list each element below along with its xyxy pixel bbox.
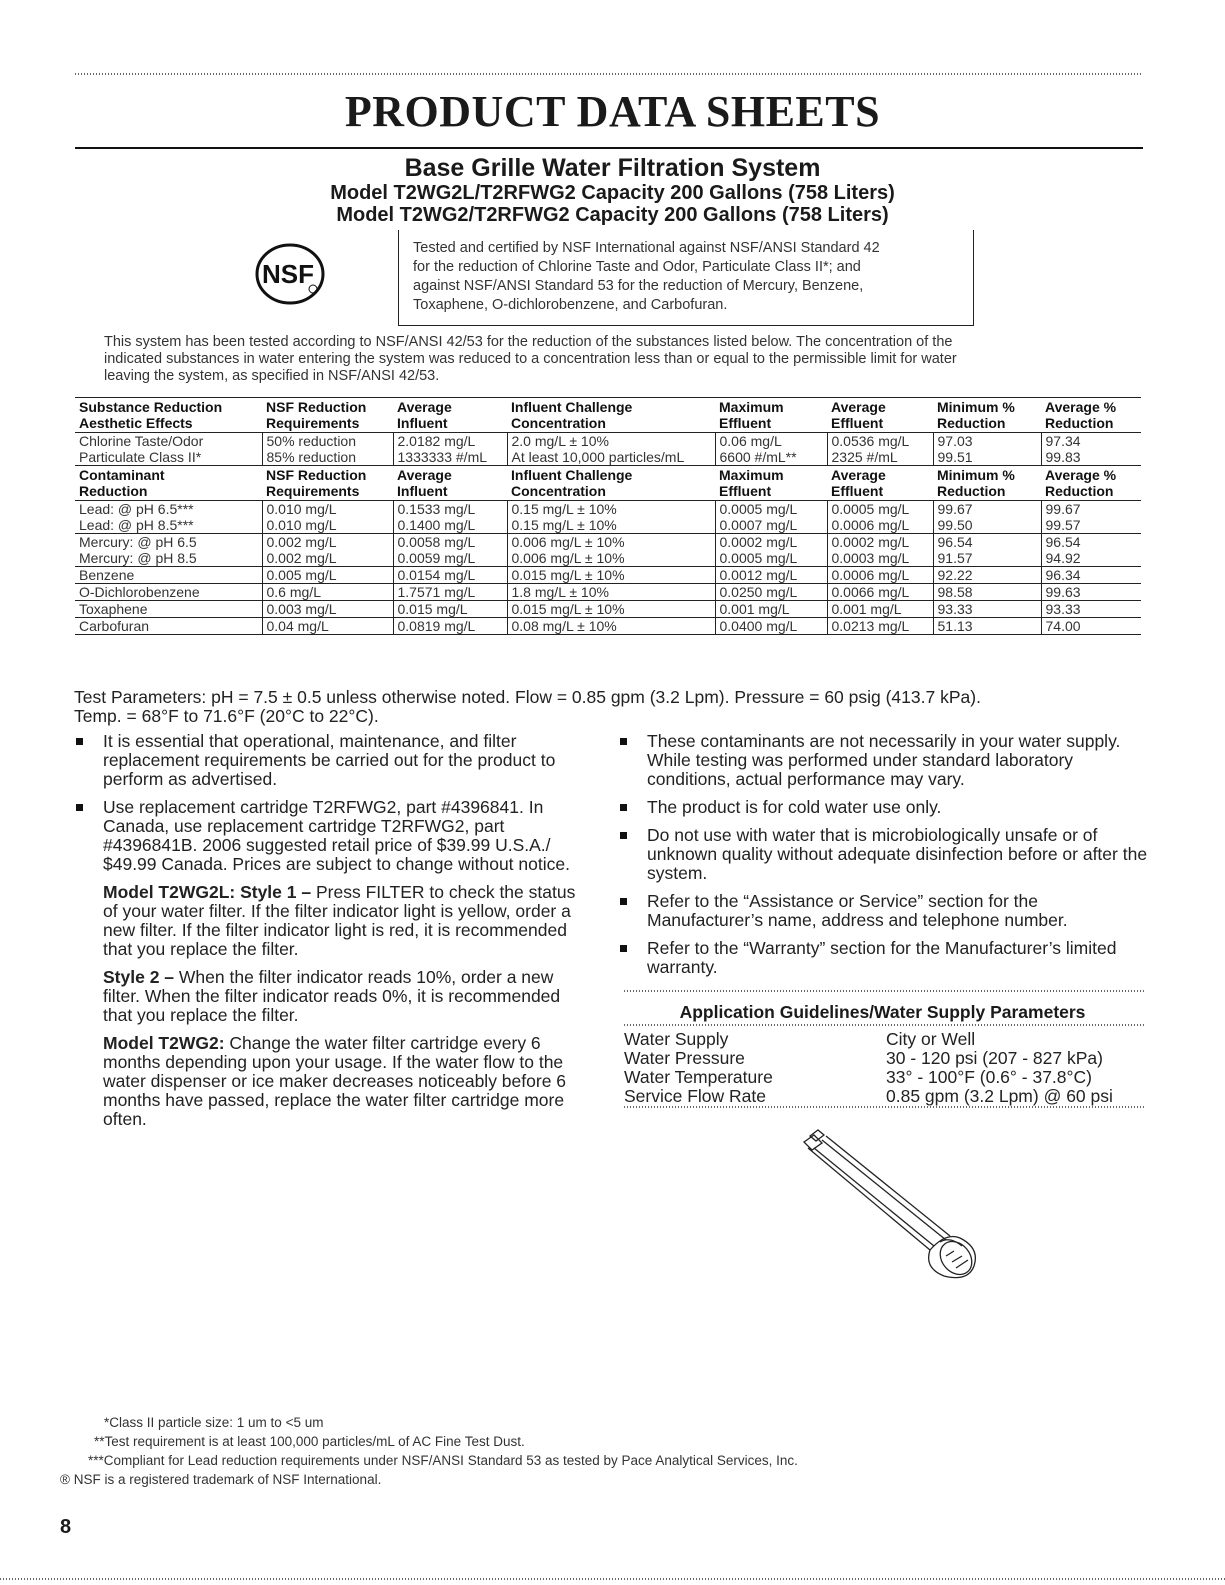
header-text: Influent [397,483,448,499]
cell-text: 0.003 mg/L [266,601,337,617]
sub-title: Base Grille Water Filtration System [404,154,821,182]
application-top-rule [624,990,1144,992]
intro-line: leaving the system, as specified in NSF/ANSI 42/53. [104,368,440,384]
cell-text: 0.015 mg/L [397,601,468,617]
application-bottom-rule [624,1106,1144,1108]
intro-paragraph [104,334,1124,385]
table-header-cell [933,398,1041,433]
cell-text: 0.0154 mg/L [397,567,476,583]
footnote: ® NSF is a registered trademark of NSF International. [60,1472,382,1487]
param-name: Water Temperature [624,1067,773,1087]
table-cell [1041,501,1141,534]
cell-text: 51.13 [937,618,973,634]
cell-text: 93.33 [937,601,973,617]
header-text: Concentration [511,415,606,431]
table-cell [933,601,1041,618]
table-row [75,433,1141,466]
cell-text: 2325 #/mL [831,449,898,465]
style-1-label: Model T2WG2L: Style 1 – [103,882,312,902]
header-text: Average [397,467,452,483]
cell-text: 0.0007 mg/L [719,517,798,533]
t2wg2-paragraph [76,1034,591,1129]
cell-text: 0.005 mg/L [266,567,337,583]
bullet-item: Use replacement cartridge T2RFWG2, part #4396841. In Canada, use replacement cartridge T2RFWG2, part #4396841B. 2006 suggested retail price of $39.99 U.S.A./ $49.99 Canada. Prices are subject to change without notice. [76,798,591,874]
style-2-label: Style 2 – [103,967,175,987]
header-text: Average [397,399,452,415]
certification-line: Toxaphene, O-dichlorobenzene, and Carbofuran. [413,297,728,313]
application-table [624,1030,1144,1106]
table-header-cell [262,466,393,501]
table-cell [933,618,1041,635]
intro-line: This system has been tested according to NSF/ANSI 42/53 for the reduction of the substances listed below. The concentration of the [104,334,953,350]
cell-text: 0.002 mg/L [266,550,337,566]
table-cell [75,433,262,466]
header-text: Average [831,399,886,415]
table-cell [933,534,1041,567]
table-header-row [75,398,1141,433]
table-row [75,601,1141,618]
water-filter-cartridge-illustration [780,1122,995,1282]
table-cell [393,601,507,618]
table-header-cell [1041,466,1141,501]
header-text: Substance Reduction [79,399,223,415]
footnotes [60,1413,1060,1489]
table-cell [262,501,393,534]
table-cell [933,501,1041,534]
cell-text: 0.0002 mg/L [831,534,910,550]
cell-text: 96.54 [937,534,973,550]
page-number: 8 [60,1516,72,1538]
table-cell [933,567,1041,584]
header-text: Contaminant [79,467,165,483]
table-cell [827,601,933,618]
table-row [75,567,1141,584]
header-text: Effluent [831,483,884,499]
cell-text: 0.006 mg/L ± 10% [511,534,625,550]
header-text: NSF Reduction [266,399,367,415]
test-parameters-line: Test Parameters: pH = 7.5 ± 0.5 unless otherwise noted. Flow = 0.85 gpm (3.2 Lpm). Pressure = 60 psig (413.7 kPa). [74,687,981,707]
cell-text: 0.0006 mg/L [831,567,910,583]
cell-text: 1.8 mg/L ± 10% [511,584,609,600]
header-text: Influent Challenge [511,399,633,415]
footnote: **Test requirement is at least 100,000 particles/mL of AC Fine Test Dust. [94,1434,525,1449]
cell-text: 0.04 mg/L [266,618,329,634]
cell-text: 0.06 mg/L [719,433,782,449]
cell-text: 99.51 [937,449,973,465]
cell-text: Particulate Class II* [79,449,202,465]
table-cell [715,534,827,567]
cell-text: 50% reduction [266,433,357,449]
cell-text: 1333333 #/mL [397,449,488,465]
test-parameters [74,688,1134,726]
table-header-cell [827,398,933,433]
cell-text: Mercury: @ pH 6.5 [79,534,197,550]
table-cell [715,618,827,635]
header-text: Aesthetic Effects [79,415,193,431]
header-text: Average % [1045,467,1117,483]
table-cell [393,567,507,584]
top-dotted-rule [75,73,1143,75]
style-1-paragraph [76,883,591,959]
cell-text: 0.1400 mg/L [397,517,476,533]
param-value: 33° - 100°F (0.6° - 37.8°C) [886,1067,1092,1087]
reduction-data-table [75,397,1141,635]
cell-text: 93.33 [1045,601,1081,617]
test-parameters-line: Temp. = 68°F to 71.6°F (20°C to 22°C). [74,706,379,726]
cell-text: 99.67 [1045,501,1081,517]
table-cell [507,618,715,635]
table-cell [262,601,393,618]
cell-text: 0.0005 mg/L [719,501,798,517]
cell-text: 99.50 [937,517,973,533]
table-cell [393,433,507,466]
table-cell [393,584,507,601]
cell-text: 91.57 [937,550,973,566]
cell-text: At least 10,000 particles/mL [511,449,685,465]
table-header-cell [507,398,715,433]
table-cell [933,584,1041,601]
style-2-text: When the filter indicator reads 10%, order a new filter. When the filter indicator reads 0%, it is recommended that you replace the filter. [103,967,561,1025]
table-header-cell [507,466,715,501]
t2wg2-text: Change the water filter cartridge every 6 months depending upon your usage. If the water flow to the water dispenser or ice maker decreases noticeably before 6 months have passed, replace the water filter cartridge more often. [103,1033,567,1129]
certification-line: for the reduction of Chlorine Taste and Odor, Particulate Class II*; and [413,259,861,275]
table-cell [827,584,933,601]
header-text: Concentration [511,483,606,499]
cell-text: 0.6 mg/L [266,584,321,600]
cell-text: 0.010 mg/L [266,501,337,517]
header-text: NSF Reduction [266,467,367,483]
table-cell [393,534,507,567]
table-cell [262,567,393,584]
header-text: Influent Challenge [511,467,633,483]
cell-text: 0.15 mg/L ± 10% [511,517,617,533]
table-row [75,584,1141,601]
cell-text: 0.001 mg/L [831,601,902,617]
header-text: Minimum % [937,399,1015,415]
bullet-item: The product is for cold water use only. [620,798,1150,817]
intro-line: indicated substances in water entering the system was reduced to a concentration less than or equal to the permissible limit for water [104,351,957,367]
header-text: Reduction [79,483,148,499]
table-cell [1041,534,1141,567]
cell-text: 92.22 [937,567,973,583]
header-text: Maximum [719,399,784,415]
cell-text: 0.1533 mg/L [397,501,476,517]
left-column [76,732,591,1138]
param-value: 0.85 gpm (3.2 Lpm) @ 60 psi [886,1086,1113,1106]
table-cell [507,534,715,567]
cell-text: 0.006 mg/L ± 10% [511,550,625,566]
table-cell [507,601,715,618]
table-header-cell [393,466,507,501]
table-cell [1041,567,1141,584]
cell-text: 0.0005 mg/L [719,550,798,566]
model-line-2: Model T2WG2/T2RFWG2 Capacity 200 Gallons (758 Liters) [336,204,889,226]
cell-text: 0.015 mg/L ± 10% [511,601,625,617]
cell-text: 74.00 [1045,618,1081,634]
table-cell [507,584,715,601]
application-row [624,1068,1144,1087]
nsf-logo-text: NSF [262,259,314,289]
cell-text: 98.58 [937,584,973,600]
title-rule [75,147,1143,149]
certification-line: Tested and certified by NSF International against NSF/ANSI Standard 42 [413,240,880,256]
cell-text: 0.0400 mg/L [719,618,798,634]
table-header-cell [827,466,933,501]
cell-text: Lead: @ pH 8.5*** [79,517,194,533]
table-cell [262,584,393,601]
table-row [75,534,1141,567]
table-row [75,501,1141,534]
table-cell [1041,584,1141,601]
param-name: Water Supply [624,1029,729,1049]
header-text: Reduction [937,415,1006,431]
cell-text: Toxaphene [79,601,148,617]
header-text: Effluent [719,483,772,499]
footnote: *Class II particle size: 1 um to <5 um [104,1415,324,1430]
application-title: Application Guidelines/Water Supply Parameters [679,1002,1086,1022]
cell-text: 94.92 [1045,550,1081,566]
table-cell [393,618,507,635]
table-cell [75,618,262,635]
table-cell [715,433,827,466]
cell-text: Lead: @ pH 6.5*** [79,501,194,517]
bottom-dotted-rule [0,1578,1225,1580]
table-cell [262,433,393,466]
cell-text: 0.0005 mg/L [831,501,910,517]
table-row [75,618,1141,635]
cell-text: 2.0182 mg/L [397,433,476,449]
table-cell [262,618,393,635]
table-header-cell [715,466,827,501]
cell-text: Carbofuran [79,618,150,634]
param-value: 30 - 120 psi (207 - 827 kPa) [886,1048,1103,1068]
bullet-item: These contaminants are not necessarily in your water supply. While testing was performed under standard laboratory conditions, actual performance may vary. [620,732,1150,789]
cell-text: 6600 #/mL** [719,449,797,465]
table-cell [827,433,933,466]
header-text: Minimum % [937,467,1015,483]
cell-text: Mercury: @ pH 8.5 [79,550,197,566]
cell-text: 96.34 [1045,567,1081,583]
table-cell [715,567,827,584]
table-cell [75,501,262,534]
table-cell [1041,601,1141,618]
header-text: Reduction [937,483,1006,499]
header-text: Requirements [266,483,360,499]
table-cell [1041,618,1141,635]
cell-text: 0.0003 mg/L [831,550,910,566]
table-cell [393,501,507,534]
table-header-cell [715,398,827,433]
cell-text: 0.0536 mg/L [831,433,910,449]
table-cell [715,601,827,618]
cell-text: 0.08 mg/L ± 10% [511,618,617,634]
cell-text: 0.0006 mg/L [831,517,910,533]
table-cell [933,433,1041,466]
table-cell [75,601,262,618]
application-row [624,1030,1144,1049]
table-cell [75,567,262,584]
table-header-cell [1041,398,1141,433]
cell-text: 1.7571 mg/L [397,584,476,600]
table-cell [75,534,262,567]
header-text: Reduction [1045,483,1114,499]
table-header-row [75,466,1141,501]
table-cell [827,567,933,584]
param-name: Service Flow Rate [624,1086,766,1106]
cell-text: 0.0213 mg/L [831,618,910,634]
cell-text: 96.54 [1045,534,1081,550]
cell-text: 99.83 [1045,449,1081,465]
cell-text: 0.0059 mg/L [397,550,476,566]
table-cell [715,501,827,534]
cell-text: 99.67 [937,501,973,517]
table-cell [507,501,715,534]
cell-text: Benzene [79,567,135,583]
page-title: PRODUCT DATA SHEETS [344,87,881,136]
table-cell [827,501,933,534]
t2wg2-label: Model T2WG2: [103,1033,225,1053]
header-text: Effluent [719,415,772,431]
table-cell [1041,433,1141,466]
bullet-item: It is essential that operational, maintenance, and filter replacement requirements be carried out for the product to perform as advertised. [76,732,591,789]
header-text: Influent [397,415,448,431]
table-cell [507,567,715,584]
footnote: ***Compliant for Lead reduction requirements under NSF/ANSI Standard 53 as tested by Pace Analytical Services, Inc. [88,1453,798,1468]
cell-text: 0.0819 mg/L [397,618,476,634]
header-text: Requirements [266,415,360,431]
right-column [620,732,1150,986]
model-line-1: Model T2WG2L/T2RFWG2 Capacity 200 Gallons (758 Liters) [330,182,895,204]
bullet-item: Refer to the “Assistance or Service” section for the Manufacturer’s name, address and telephone number. [620,892,1150,930]
table-cell [507,433,715,466]
bullet-item: Do not use with water that is microbiologically unsafe or of unknown quality without adequate disinfection before or after the system. [620,826,1150,883]
cell-text: 0.002 mg/L [266,534,337,550]
table-cell [827,534,933,567]
table-cell [827,618,933,635]
application-title-rule [624,1024,1144,1026]
cell-text: 2.0 mg/L ± 10% [511,433,609,449]
application-row [624,1087,1144,1106]
cell-text: 0.15 mg/L ± 10% [511,501,617,517]
cell-text: 0.0250 mg/L [719,584,798,600]
nsf-logo-icon [255,243,325,305]
cell-text: 0.010 mg/L [266,517,337,533]
cell-text: 99.57 [1045,517,1081,533]
header-text: Reduction [1045,415,1114,431]
table-header-cell [75,466,262,501]
cell-text: 0.0002 mg/L [719,534,798,550]
table-cell [75,584,262,601]
header-text: Effluent [831,415,884,431]
cell-text: 97.34 [1045,433,1081,449]
application-row [624,1049,1144,1068]
certification-box [398,230,974,326]
cell-text: 99.63 [1045,584,1081,600]
table-header-cell [262,398,393,433]
cell-text: Chlorine Taste/Odor [79,433,204,449]
table-cell [715,584,827,601]
header-text: Average [831,467,886,483]
header-text: Maximum [719,467,784,483]
style-1-text: Press FILTER to check the status of your water filter. If the filter indicator light is yellow, order a new filter. If the filter indicator light is red, it is recommended that you replace the filter. [103,882,576,959]
table-header-cell [75,398,262,433]
param-value: City or Well [886,1029,976,1049]
cell-text: 0.0066 mg/L [831,584,910,600]
param-name: Water Pressure [624,1048,745,1068]
cell-text: 0.001 mg/L [719,601,790,617]
cell-text: 97.03 [937,433,973,449]
table-header-cell [933,466,1041,501]
bullet-item: Refer to the “Warranty” section for the Manufacturer’s limited warranty. [620,939,1150,977]
certification-line: against NSF/ANSI Standard 53 for the reduction of Mercury, Benzene, [413,278,864,294]
cell-text: 85% reduction [266,449,357,465]
style-2-paragraph [76,968,591,1025]
cell-text: 0.0012 mg/L [719,567,798,583]
table-cell [262,534,393,567]
cell-text: 0.015 mg/L ± 10% [511,567,625,583]
cell-text: 0.0058 mg/L [397,534,476,550]
header-text: Average % [1045,399,1117,415]
table-header-cell [393,398,507,433]
cell-text: O-Dichlorobenzene [79,584,200,600]
